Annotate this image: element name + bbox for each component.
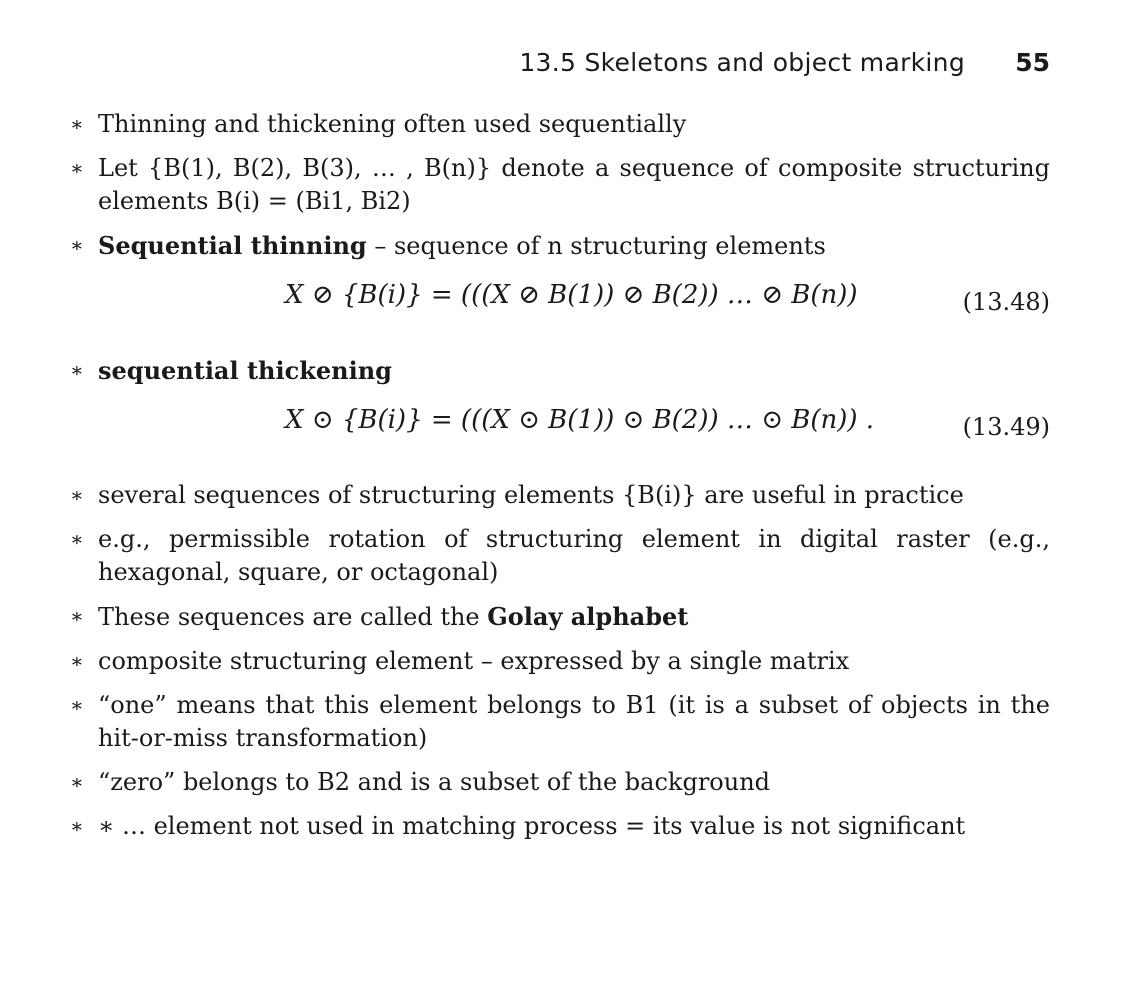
list-item <box>70 766 1050 799</box>
bullet-icon: ∗ <box>70 358 84 382</box>
item-text: “zero” belongs to B2 and is a subset of the background <box>98 768 771 796</box>
item-text: – sequence of n structuring elements <box>374 232 826 260</box>
page-header <box>0 48 1125 82</box>
section-title: 13.5 Skeletons and object marking <box>519 48 965 77</box>
term-sequential-thinning: Sequential thinning <box>98 231 367 260</box>
list-item <box>70 229 1050 263</box>
term-golay-alphabet: Golay alphabet <box>487 602 689 631</box>
bullet-icon: ∗ <box>70 814 84 838</box>
bullet-icon: ∗ <box>70 604 84 628</box>
bullet-icon: ∗ <box>70 527 84 551</box>
bullet-icon: ∗ <box>70 649 84 673</box>
list-item <box>70 152 1050 218</box>
term-sequential-thickening: sequential thickening <box>98 356 392 385</box>
equation-number: (13.48) <box>962 288 1050 316</box>
item-text: composite structuring element – expressed by a single matrix <box>98 647 850 675</box>
list-item <box>70 108 1050 141</box>
equation-number: (13.49) <box>962 413 1050 441</box>
list-item <box>70 479 1050 512</box>
bullet-icon: ∗ <box>70 770 84 794</box>
item-text: “one” means that this element belongs to B1 (it is a subset of objects in the hit-or-miss transformation) <box>98 691 1050 752</box>
item-text: several sequences of structuring elements {B(i)} are useful in practice <box>98 481 964 509</box>
bullet-list <box>70 108 1050 854</box>
list-item <box>70 645 1050 678</box>
list-item <box>70 600 1050 634</box>
equation-13-49 <box>70 399 1050 463</box>
list-item <box>70 354 1050 388</box>
list-item <box>70 523 1050 589</box>
page-number: 55 <box>1015 48 1050 77</box>
bullet-icon: ∗ <box>70 483 84 507</box>
item-text: Thinning and thickening often used sequentially <box>98 110 687 138</box>
bullet-icon: ∗ <box>70 156 84 180</box>
item-text: e.g., permissible rotation of structuring element in digital raster (e.g., hexagonal, square, or octagonal) <box>98 525 1050 586</box>
item-text: These sequences are called the <box>98 603 480 631</box>
bullet-icon: ∗ <box>70 233 84 257</box>
item-text: ∗ … element not used in matching process = its value is not significant <box>98 812 966 840</box>
equation-13-48 <box>70 274 1050 338</box>
equation-body: X ⊙ {B(i)} = (((X ⊙ B(1)) ⊙ B(2)) … ⊙ B(n)) . <box>285 405 875 435</box>
list-item <box>70 810 1050 843</box>
equation-body: X ⊘ {B(i)} = (((X ⊘ B(1)) ⊘ B(2)) … ⊘ B(n)) <box>285 280 858 310</box>
item-text: Let {B(1), B(2), B(3), … , B(n)} denote a sequence of composite structuring elements B(i) = (Bi1, Bi2) <box>98 154 1050 215</box>
bullet-icon: ∗ <box>70 693 84 717</box>
list-item <box>70 689 1050 755</box>
bullet-icon: ∗ <box>70 112 84 136</box>
